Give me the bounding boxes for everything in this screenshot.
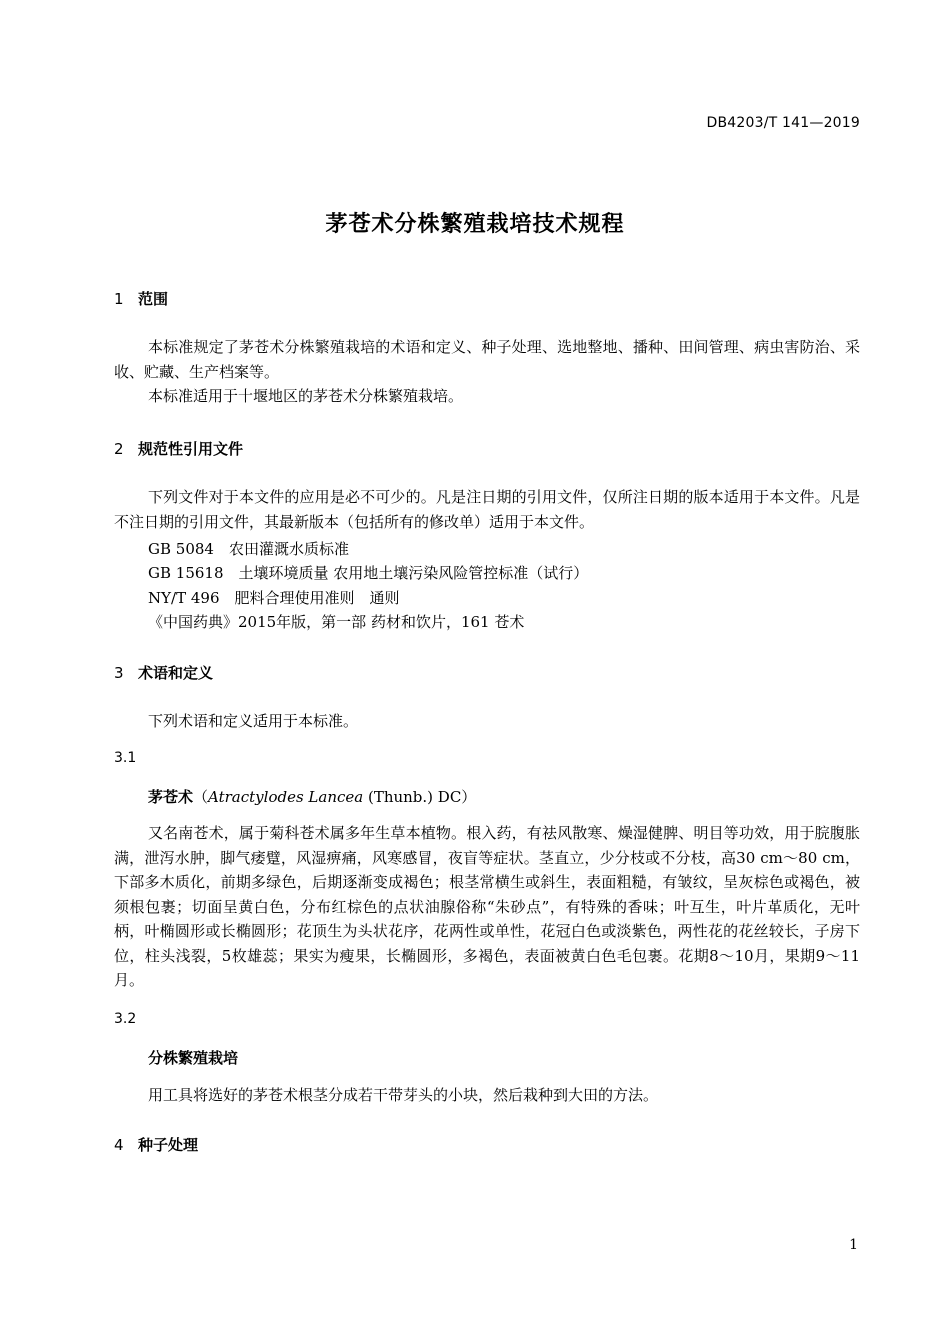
page-number: 1 (849, 1237, 858, 1253)
section-3-number: 3 (114, 664, 124, 682)
term-3-1-name: 茅苍术 (148, 788, 194, 806)
term-3-2-name: 分株繁殖栽培 (148, 1049, 239, 1067)
term-3-2-definition: 用工具将选好的茅苍术根茎分成若干带芽头的小块，然后栽种到大田的方法。 (148, 1086, 659, 1104)
document-title: 茅苍术分株繁殖栽培技术规程 (325, 212, 625, 237)
section-1-number: 1 (114, 290, 124, 308)
section-2-title: 规范性引用文件 (138, 440, 244, 458)
term-3-1 (148, 786, 476, 807)
section-3-heading (114, 662, 213, 683)
section-2-number: 2 (114, 440, 124, 458)
subsection-3-1-number: 3.1 (114, 750, 137, 766)
section-4-number: 4 (114, 1136, 124, 1154)
standard-code: DB4203/T 141—2019 (706, 115, 860, 131)
section-2-paragraph-1: 下列文件对于本文件的应用是必不可少的。凡是注日期的引用文件，仅所注日期的版本适用于本文件。凡是不注日期的引用文件，其最新版本（包括所有的修改单）适用于本文件。 (114, 488, 860, 531)
section-1-title: 范围 (138, 290, 169, 308)
section-2-heading (114, 438, 243, 459)
section-4-title: 种子处理 (138, 1136, 199, 1154)
term-3-1-latin-italic: Atractylodes Lancea (208, 788, 364, 806)
section-3-paragraph-1: 下列术语和定义适用于本标准。 (148, 712, 359, 730)
section-1-paragraph-1: 本标准规定了茅苍术分株繁殖栽培的术语和定义、种子处理、选地整地、播种、田间管理、病虫害防治、采收、贮藏、生产档案等。 (114, 338, 860, 381)
section-3-title: 术语和定义 (138, 664, 214, 682)
subsection-3-2-number: 3.2 (114, 1011, 137, 1027)
term-3-1-latin-rest: (Thunb.) DC） (363, 788, 477, 806)
reference-nyt496: NY/T 496 肥料合理使用准则 通则 (148, 589, 400, 607)
reference-gb5084: GB 5084 农田灌溉水质标准 (148, 540, 349, 558)
section-1-heading (114, 288, 168, 309)
term-3-1-definition: 又名南苍术，属于菊科苍术属多年生草本植物。根入药，有祛风散寒、燥湿健脾、明目等功效，用于脘腹胀满，泄泻水肿，脚气痿躄，风湿痹痛，风寒感冒，夜盲等症状。茎直立，少分枝或不分枝，高30 cm～80 cm，下部多木质化，前期多绿色，后期逐渐变成褐色；根茎常横生或斜生，表面粗糙，有皱纹，呈灰棕色或褐色，被须根包裹；切面呈黄白色，分布红棕色的点状油腺俗称“朱砂点”，有特殊的香味；叶互生，叶片革质化，无叶柄，叶椭圆形或长椭圆形；花顶生为头状花序，花两性或单性，花冠白色或淡紫色，两性花的花丝较长，子房下位，柱头浅裂，5枚雄蕊；果实为瘦果，长椭圆形，多褐色，表面被黄白色毛包裹。花期8～10月，果期9～11月。 (114, 824, 860, 989)
term-3-2 (148, 1047, 238, 1068)
term-3-1-latin-open: （ (193, 788, 209, 806)
reference-gb15618: GB 15618 土壤环境质量 农用地土壤污染风险管控标准（试行） (148, 564, 589, 582)
section-1-paragraph-2: 本标准适用于十堰地区的茅苍术分株繁殖栽培。 (148, 387, 464, 405)
section-4-heading (114, 1134, 198, 1155)
reference-pharmacopoeia: 《中国药典》2015年版，第一部 药材和饮片，161 苍术 (148, 613, 525, 631)
